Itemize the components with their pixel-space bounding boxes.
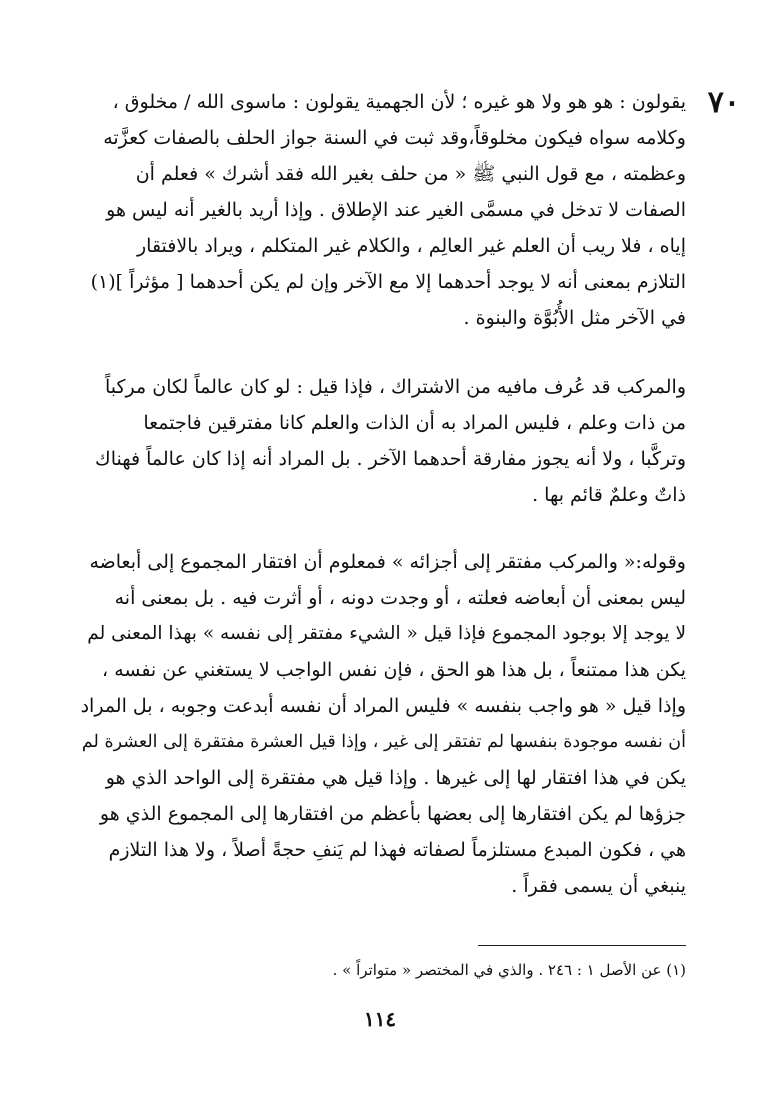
text-line: يكن هذا ممتنعاً ، بل هذا هو الحق ، فإن نفس الواجب لا يستغني عن نفسه ، <box>102 659 686 681</box>
text-line: في الآخر مثل الأُبُوَّة والبنوة . <box>463 307 686 329</box>
text-line: يكن في هذا افتقار لها إلى غيرها . وإذا قيل هي مفتقرة إلى الواحد الذي هو <box>105 767 686 789</box>
text-line: إياه ، فلا ريب أن العلم غير العالِم ، والكلام غير المتكلم ، ويراد بالافتقار <box>136 235 686 257</box>
section-number: ٧٠ <box>707 85 740 120</box>
text-line: ينبغي أن يسمى فقراً . <box>511 875 686 897</box>
paragraph-1 <box>74 84 686 336</box>
text-line: يقولون : هو هو ولا هو غيره ؛ لأن الجهمية يقولون : ماسوى الله / مخلوق ، <box>112 91 686 113</box>
text-line: وقوله:« والمركب مفتقر إلى أجزائه » فمعلوم أن افتقار المجموع إلى أبعاضه <box>89 551 686 573</box>
text-line: من ذات وعلم ، فليس المراد به أن الذات والعلم كانا مفترقين فاجتمعا <box>143 412 686 434</box>
paragraph-2 <box>74 369 686 513</box>
page-number: ١١٤ <box>363 1007 397 1031</box>
text-line: وعظمته ، مع قول النبي ﷺ « من حلف بغير الله فقد أشرك » فعلم أن <box>135 163 686 185</box>
text-line: والمركب قد عُرف مافيه من الاشتراك ، فإذا قيل : لو كان عالماً لكان مركباً <box>104 376 686 398</box>
text-line: وتركَّبا ، ولا أنه يجوز مفارقة أحدهما الآخر . بل المراد أنه إذا كان عالماً فهناك <box>95 448 686 470</box>
text-line: وإذا قيل « هو واجب بنفسه » فليس المراد أن نفسه أبدعت وجوبه ، بل المراد <box>80 695 686 717</box>
text-line: جزؤها لم يكن افتقارها إلى بعضها بأعظم من افتقارها إلى المجموع الذي هو <box>99 803 686 825</box>
paragraph-3 <box>74 544 686 904</box>
text-line: أن نفسه موجودة بنفسها لم تفتقر إلى غير ، وإذا قيل العشرة مفتقرة إلى العشرة لم <box>81 732 686 752</box>
text-line: ليس بمعنى أن أبعاضه فعلته ، أو وجدت دونه ، أو أثرت فيه . بل بمعنى أنه <box>114 587 686 609</box>
footnote: (١) عن الأصل ١ : ٢٤٦ . والذي في المختصر « متواتراً » . <box>332 961 686 979</box>
text-line: ذاتٌ وعلمٌ قائم بها . <box>532 484 686 506</box>
text-line: لا يوجد إلا بوجود المجموع فإذا قيل « الشيء مفتقر إلى نفسه » بهذا المعنى لم <box>87 623 686 644</box>
text-line: الصفات لا تدخل في مسمَّى الغير عند الإطلاق . وإذا أريد بالغير أنه ليس هو <box>106 199 686 221</box>
footnote-divider <box>478 945 686 946</box>
text-line: التلازم بمعنى أنه لا يوجد أحدهما إلا مع الآخر وإن لم يكن أحدهما [ مؤثراً ](١) <box>90 271 686 293</box>
text-line: وكلامه سواه فيكون مخلوقاً،وقد ثبت في السنة جواز الحلف بالصفات كعزَّته <box>103 127 686 149</box>
text-line: هي ، فكون المبدع مستلزماً لصفاته فهذا لم يَنفِ حجةً أصلاً ، ولا هذا التلازم <box>108 839 686 861</box>
